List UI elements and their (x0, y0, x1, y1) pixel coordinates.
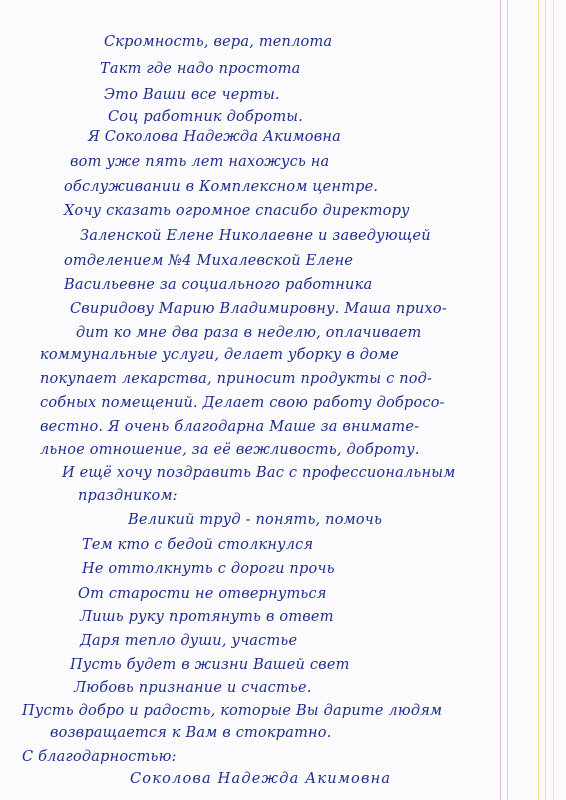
letter-line: льное отношение, за её вежливость, доброту. (40, 442, 420, 458)
signature: Соколова Надежда Акимовна (130, 771, 392, 787)
poem-line: Лишь руку протянуть в ответ (80, 609, 334, 625)
letter-line: Заленской Елене Николаевне и заведующей (80, 228, 431, 244)
margin-line (500, 0, 501, 800)
letter-line: Васильевне за социального работника (64, 277, 373, 293)
poem-line: От старости не отвернуться (78, 586, 327, 602)
poem-line: Великий труд - понять, помочь (128, 512, 383, 528)
verse-line: Это Ваши все черты. (104, 87, 280, 103)
letter-line: И ещё хочу поздравить Вас с профессиональным (62, 465, 456, 481)
verse-line: Соц работник доброты. (108, 109, 304, 125)
poem-line: Любовь признание и счастье. (74, 680, 312, 696)
letter-line: вестно. Я очень благодарна Маше за внимате- (40, 419, 420, 435)
poem-line: Пусть будет в жизни Вашей свет (70, 657, 350, 673)
letter-line: коммунальные услуги, делает уборку в доме (40, 347, 400, 363)
margin-line (553, 0, 554, 800)
verse-line: Скромность, вера, теплота (104, 34, 333, 50)
letter-line: вот уже пять лет нахожусь на (70, 154, 330, 170)
closing-line: Пусть добро и радость, которые Вы дарите людям (22, 703, 443, 719)
closing-line: С благодарностью: (22, 749, 177, 765)
letter-line: Свиридову Марию Владимировну. Маша прихо- (70, 301, 447, 317)
letter-line: Я Соколова Надежда Акимовна (88, 129, 341, 145)
letter-line: отделением №4 Михалевской Елене (64, 253, 354, 269)
letter-line: Хочу сказать огромное спасибо директору (64, 203, 410, 219)
poem-line: Тем кто с бедой столкнулся (82, 537, 314, 553)
letter-line: дит ко мне два раза в неделю, оплачивает (76, 325, 422, 341)
letter-line: обслуживании в Комплексном центре. (64, 179, 379, 195)
margin-line (545, 0, 546, 800)
letter-line: собных помещений. Делает свою работу добросо- (40, 395, 445, 411)
margin-line (538, 0, 539, 800)
verse-line: Такт где надо простота (100, 61, 301, 77)
poem-line: Даря тепло души, участье (80, 633, 298, 649)
closing-line: возвращается к Вам в стократно. (50, 725, 332, 741)
letter-line: покупает лекарства, приносит продукты с под- (40, 371, 433, 387)
letter-line: праздником: (78, 488, 178, 504)
margin-line (507, 0, 508, 800)
poem-line: Не оттолкнуть с дороги прочь (82, 561, 335, 577)
